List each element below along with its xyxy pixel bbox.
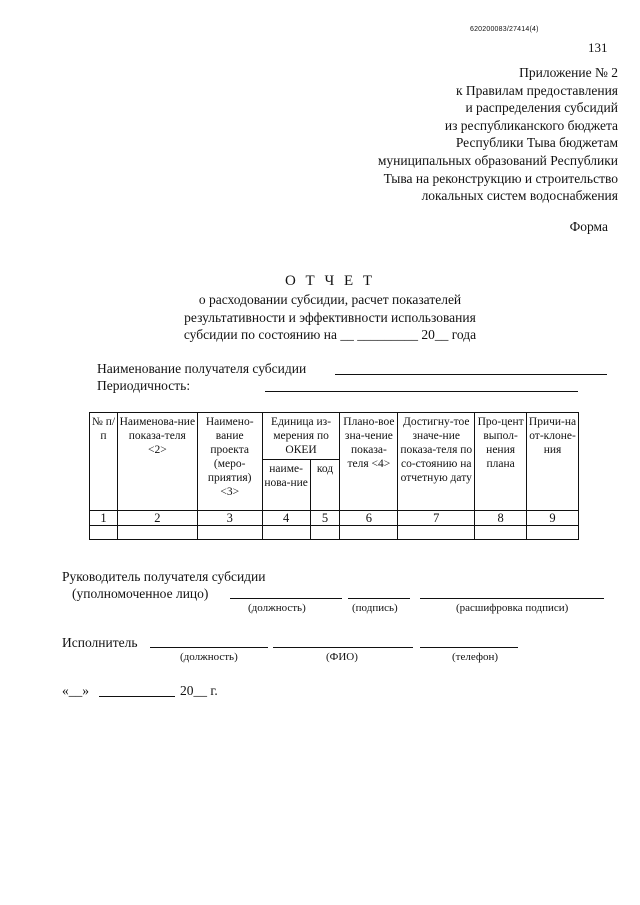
column-number: 4 bbox=[262, 511, 310, 526]
recipient-label: Наименование получателя субсидии bbox=[97, 361, 307, 376]
executor-fio-field[interactable] bbox=[273, 647, 413, 648]
subtitle-line: о расходовании субсидии, расчет показателей bbox=[198, 292, 462, 307]
date-month-field[interactable] bbox=[99, 696, 175, 697]
periodicity-field[interactable] bbox=[265, 391, 578, 392]
executor-label: Исполнитель bbox=[62, 635, 138, 650]
column-number: 9 bbox=[527, 511, 579, 526]
table-cell[interactable] bbox=[310, 526, 340, 540]
appendix-heading bbox=[318, 64, 618, 205]
col-header-project: Наимено-вание проекта (меро-приятия) <3> bbox=[197, 413, 262, 511]
appendix-line: к Правилам предоставления bbox=[455, 82, 618, 98]
document-id: 620200083/27414(4) bbox=[470, 26, 539, 33]
table-cell[interactable] bbox=[117, 526, 197, 540]
executor-phone-field[interactable] bbox=[420, 647, 518, 648]
column-number: 2 bbox=[117, 511, 197, 526]
appendix-line: Тыва на реконструкцию и строительство bbox=[383, 170, 618, 186]
col-header-percent: Про-цент выпол-нения плана bbox=[475, 413, 527, 511]
decoding-caption: (расшифровка подписи) bbox=[456, 602, 569, 614]
col-header-unit-name: наиме-нова-ние bbox=[262, 460, 310, 511]
periodicity-label: Периодичность: bbox=[97, 378, 191, 393]
page-number: 131 bbox=[588, 40, 608, 55]
subtitle-line: результативности и эффективности использования bbox=[184, 309, 476, 325]
column-number: 3 bbox=[197, 511, 262, 526]
appendix-line: из республиканского бюджета bbox=[444, 117, 618, 133]
col-header-reason: Причи-на от-клоне-ния bbox=[527, 413, 579, 511]
appendix-line: Приложение № 2 bbox=[519, 65, 618, 80]
phone-caption: (телефон) bbox=[452, 651, 499, 663]
report-subtitle bbox=[0, 291, 640, 344]
table-row bbox=[90, 526, 579, 540]
col-header-planned: Плано-вое зна-чение показа-теля <4> bbox=[340, 413, 398, 511]
report-table bbox=[89, 412, 579, 540]
signature-decoding-field[interactable] bbox=[420, 598, 604, 599]
position-caption: (должность) bbox=[248, 602, 306, 614]
executor-position-caption: (должность) bbox=[180, 651, 238, 663]
authorized-person-label: (уполномоченное лицо) bbox=[72, 586, 209, 601]
table-cell[interactable] bbox=[475, 526, 527, 540]
table-cell[interactable] bbox=[262, 526, 310, 540]
column-number: 6 bbox=[340, 511, 398, 526]
appendix-line: и распределения субсидий bbox=[465, 100, 618, 116]
report-title: О Т Ч Е Т bbox=[284, 273, 376, 289]
subtitle-line: субсидии по состоянию на __ _________ 20__ года bbox=[183, 327, 477, 343]
date-year: 20__ г. bbox=[180, 683, 218, 698]
col-header-number: № п/п bbox=[90, 413, 118, 511]
executor-position-field[interactable] bbox=[150, 647, 268, 648]
appendix-line: Республики Тыва бюджетам bbox=[455, 135, 618, 151]
column-number: 7 bbox=[398, 511, 475, 526]
col-header-unit-code: код bbox=[310, 460, 340, 511]
fio-caption: (ФИО) bbox=[326, 651, 358, 663]
signature-caption: (подпись) bbox=[352, 602, 398, 614]
table-cell[interactable] bbox=[340, 526, 398, 540]
column-number: 8 bbox=[475, 511, 527, 526]
recipient-field[interactable] bbox=[335, 374, 607, 375]
column-numbers-row bbox=[90, 511, 579, 526]
column-number: 5 bbox=[310, 511, 340, 526]
form-label: Форма bbox=[569, 219, 608, 234]
appendix-line: муниципальных образований Республики bbox=[377, 152, 618, 168]
table-cell[interactable] bbox=[398, 526, 475, 540]
signature-field[interactable] bbox=[348, 598, 410, 599]
table-cell[interactable] bbox=[90, 526, 118, 540]
table-cell[interactable] bbox=[527, 526, 579, 540]
col-header-unit: Единица из-мерения по ОКЕИ bbox=[262, 413, 340, 460]
appendix-line: локальных систем водоснабжения bbox=[421, 188, 618, 204]
position-field[interactable] bbox=[230, 598, 342, 599]
date-day: «__» bbox=[62, 683, 89, 698]
column-number: 1 bbox=[90, 511, 118, 526]
head-label: Руководитель получателя субсидии bbox=[62, 569, 266, 584]
col-header-indicator: Наименова-ние показа-теля <2> bbox=[117, 413, 197, 511]
table-cell[interactable] bbox=[197, 526, 262, 540]
col-header-achieved: Достигну-тое значе-ние показа-теля по со-стоянию на отчетную дату bbox=[398, 413, 475, 511]
